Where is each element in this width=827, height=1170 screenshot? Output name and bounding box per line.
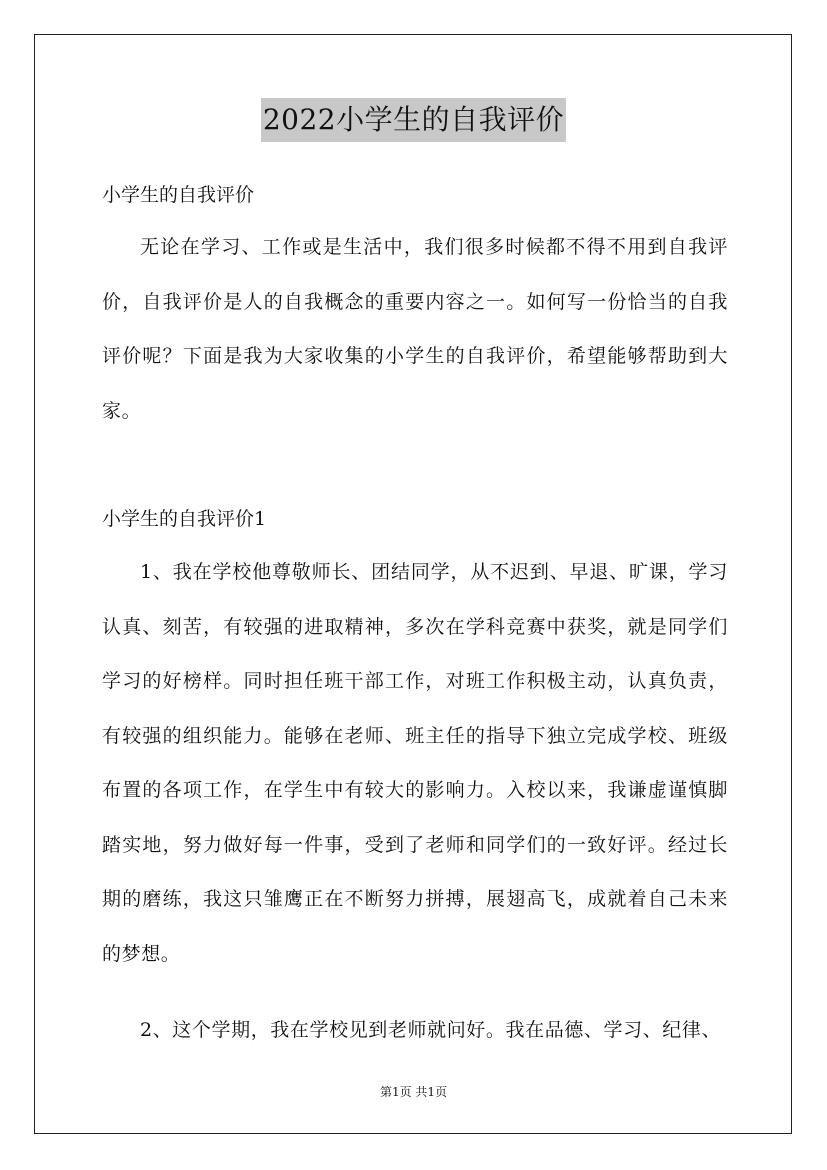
section-heading-1: 小学生的自我评价1	[102, 508, 267, 530]
intro-paragraph: 无论在学习、工作或是生活中，我们很多时候都不得不用到自我评价，自我评价是人的自我概念的重要内容之一。如何写一份恰当的自我评价呢？下面是我为大家收集的小学生的自我评价，希望能够帮助到大家。	[102, 236, 728, 422]
document-title: 2022小学生的自我评价	[261, 98, 566, 142]
paragraph-2: 2、这个学期，我在学校见到老师就问好。我在品德、学习、纪律、	[140, 1019, 722, 1041]
document-subtitle: 小学生的自我评价	[102, 184, 255, 206]
title-container	[0, 98, 827, 142]
paragraph-1: 1、我在学校他尊敬师长、团结同学，从不迟到、早退、旷课，学习认真、刻苦，有较强的进取精神，多次在学科竞赛中获奖，就是同学们学习的好榜样。同时担任班干部工作，对班工作积极主动，认真负责，有较强的组织能力。能够在老师、班主任的指导下独立完成学校、班级布置的各项工作，在学生中有较大的影响力。入校以来，我谦虚谨慎脚踏实地，努力做好每一件事，受到了老师和同学们的一致好评。经过长期的磨练，我这只雏鹰正在不断努力拼搏，展翅高飞，成就着自己未来的梦想。	[102, 561, 728, 965]
page-footer: 第1页 共1页	[379, 1085, 448, 1099]
